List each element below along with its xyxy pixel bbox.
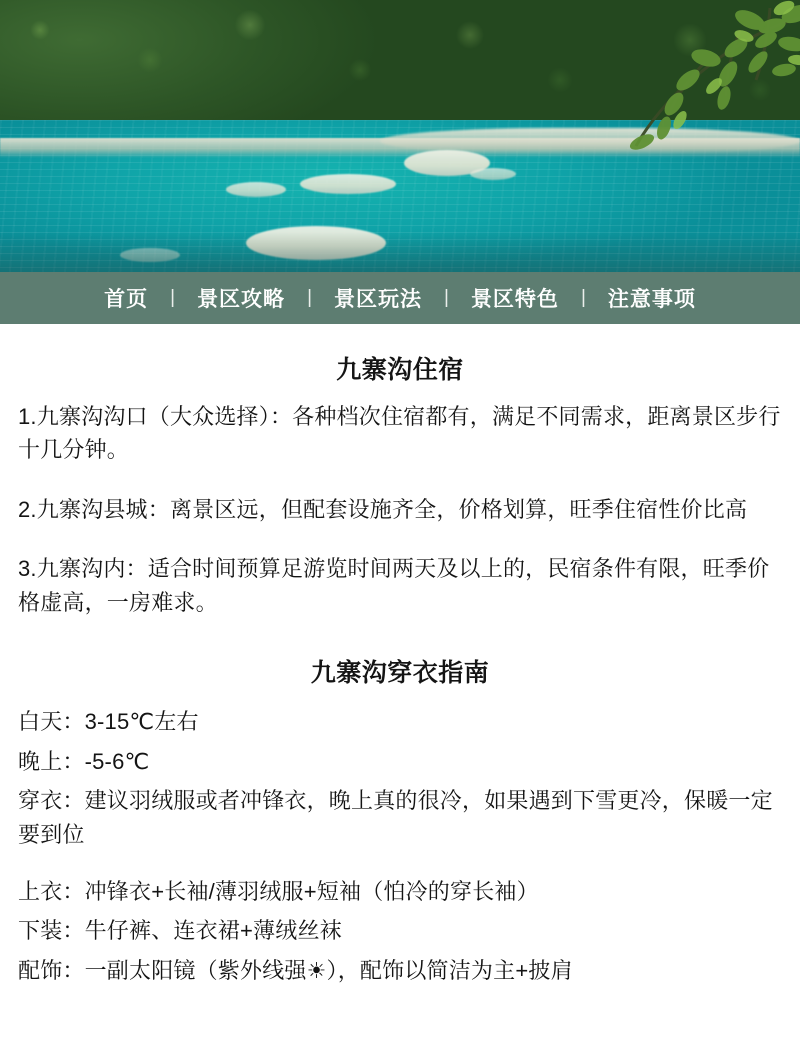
sandbar: [470, 168, 516, 180]
accommodation-item-1: 1.九寨沟沟口（大众选择）：各种档次住宿都有，满足不同需求，距离景区步行十几分钟。: [18, 404, 781, 463]
shoreline-strip: [0, 138, 800, 158]
accommodation-item-2: 2.九寨沟县城：离景区远，但配套设施齐全，价格划算，旺季住宿性价比高: [18, 496, 748, 522]
nav-separator: |: [170, 287, 176, 308]
nav-item-notes[interactable]: 注意事项: [607, 288, 696, 311]
navigation-bar[interactable]: [0, 272, 800, 324]
sandbar: [226, 182, 286, 197]
hero-image: [0, 0, 800, 272]
hero-bottom-shadow: [0, 232, 800, 272]
nav-separator: |: [580, 287, 586, 308]
nav-item-activities[interactable]: 景区玩法: [334, 288, 422, 311]
sandbar: [300, 174, 396, 194]
accommodation-section-title: 九寨沟住宿: [336, 356, 464, 384]
clothing-accessories: 配饰：一副太阳镜（紫外线强☀），配饰以简洁为主+披肩: [18, 957, 573, 983]
clothing-guide-block: [18, 705, 782, 987]
nav-item-features[interactable]: 景区特色: [470, 288, 559, 311]
clothing-night-temperature: 晚上：-5-6℃: [18, 748, 150, 774]
clothing-bottom-wear: 下装：牛仔裤、连衣裙+薄绒丝袜: [18, 918, 342, 944]
nav-item-guide[interactable]: 景区攻略: [197, 288, 286, 311]
article-body: [0, 324, 800, 987]
clothing-advice: 穿衣：建议羽绒服或者冲锋衣，晚上真的很冷，如果遇到下雪更冷，保暖一定要到位: [18, 788, 773, 847]
clothing-top-wear: 上衣：冲锋衣+长袖/薄羽绒服+短袖（怕冷的穿长袖）: [18, 878, 539, 904]
accommodation-item-3: 3.九寨沟内：适合时间预算足游览时间两天及以上的，民宿条件有限，旺季价格虚高，一房难求。: [18, 556, 770, 615]
clothing-section-title: 九寨沟穿衣指南: [310, 659, 490, 688]
spacer: [18, 857, 782, 875]
nav-separator: |: [444, 287, 449, 308]
nav-separator: |: [307, 287, 312, 308]
clothing-daytime-temperature: 白天：3-15℃左右: [18, 709, 199, 735]
nav-item-home[interactable]: 首页: [104, 288, 149, 311]
